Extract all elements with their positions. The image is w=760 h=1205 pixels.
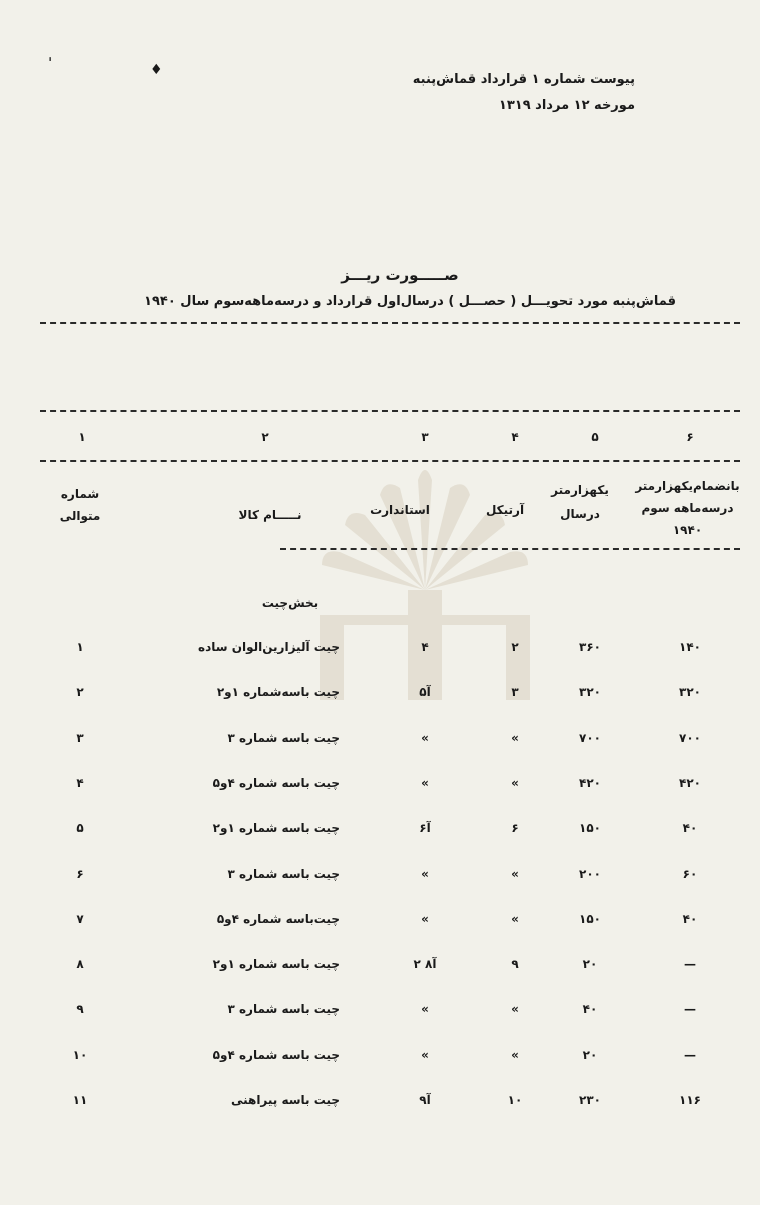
cell-name: چیت باسه شماره ۳ xyxy=(227,1002,340,1017)
cell-seq: ۱ xyxy=(76,640,84,654)
cell-name: چیت باسه شماره ۴و۵ xyxy=(212,1047,340,1062)
cell-article: » xyxy=(511,866,519,881)
cell-year: ۷۰۰ xyxy=(579,730,601,745)
cell-quarter: — xyxy=(684,1002,696,1017)
cell-year: ۲۰ xyxy=(582,957,598,972)
cell-standard: آ۸ ۲ xyxy=(413,957,437,972)
divider xyxy=(40,322,740,324)
col-number: ۵ xyxy=(591,430,599,444)
divider xyxy=(40,410,740,412)
section-label: بخش‌چیت xyxy=(261,596,319,610)
document-title: صـــــورت ریـــز xyxy=(341,266,459,284)
cell-year: ۱۵۰ xyxy=(579,911,601,926)
header-year: یکهزارمتر درسال xyxy=(551,483,609,521)
col-number: ۶ xyxy=(686,430,694,444)
document-subtitle: قماش‌پنبه مورد تحویـــل ( حصـــل ) درسال‌اول قرارداد و درسه‌ماهه‌سوم سال ۱۹۴۰ xyxy=(144,294,676,309)
cell-year: ۱۵۰ xyxy=(579,821,601,836)
cell-standard: ۴ xyxy=(421,640,429,654)
col-number: ۲ xyxy=(261,430,269,444)
cell-seq: ۷ xyxy=(76,911,84,926)
cell-name: چیت باسه شماره ۳ xyxy=(227,866,340,881)
cell-name: چیت باسه شماره ۱و۲ xyxy=(212,821,340,836)
stray-mark: ˌ xyxy=(48,48,53,64)
cell-quarter: ۷۰۰ xyxy=(679,730,701,745)
cell-article: ۶ xyxy=(511,821,519,836)
cell-standard: آ۵ xyxy=(419,685,431,700)
divider xyxy=(40,460,740,462)
col-number: ۱ xyxy=(78,430,86,444)
col-number: ۳ xyxy=(421,430,429,444)
cell-article: » xyxy=(511,730,519,745)
cell-seq: ۵ xyxy=(76,821,84,836)
cell-seq: ۸ xyxy=(76,957,84,972)
cell-seq: ۹ xyxy=(76,1002,84,1017)
stray-dot-mark: ♦ xyxy=(150,62,163,78)
cell-article: ۹ xyxy=(511,957,519,972)
cell-standard: آ۶ xyxy=(419,821,431,836)
header-name: نـــــام کالا xyxy=(238,508,302,522)
cell-seq: ۲ xyxy=(76,685,84,700)
cell-quarter: ۴۰ xyxy=(682,911,698,926)
cell-year: ۳۶۰ xyxy=(579,640,601,654)
annex-line: پیوست شماره ۱ قرارداد قماش‌پنبه xyxy=(412,72,635,87)
cell-quarter: ۱۴۰ xyxy=(679,640,701,654)
cell-quarter: — xyxy=(684,957,696,972)
cell-article: » xyxy=(511,775,519,790)
cell-standard: آ۹ xyxy=(419,1093,431,1107)
cell-article: » xyxy=(511,911,519,926)
cell-standard: » xyxy=(421,1047,429,1062)
cell-year: ۲۰۰ xyxy=(579,866,601,881)
cell-name: چیت آلیزارین‌الوان ساده xyxy=(198,640,340,654)
cell-standard: » xyxy=(421,866,429,881)
date-line: مورخه ۱۲ مرداد ۱۳۱۹ xyxy=(498,98,635,113)
cell-quarter: ۴۲۰ xyxy=(679,775,701,790)
cell-standard: » xyxy=(421,775,429,790)
cell-article: ۱۰ xyxy=(507,1093,523,1107)
cell-quarter: ۶۰ xyxy=(682,866,698,881)
cell-year: ۲۰ xyxy=(582,1047,598,1062)
cell-standard: » xyxy=(421,911,429,926)
cell-year: ۴۲۰ xyxy=(579,775,601,790)
cell-quarter: ۴۰ xyxy=(682,821,698,836)
cell-quarter: ۳۲۰ xyxy=(679,685,701,700)
cell-quarter: ۱۱۶ xyxy=(679,1093,701,1107)
cell-article: ۳ xyxy=(511,685,519,700)
header-article: آرتیکل xyxy=(485,503,525,517)
cell-seq: ۶ xyxy=(76,866,84,881)
cell-seq: ۴ xyxy=(76,775,84,790)
header-standard: استاندارت xyxy=(370,503,430,517)
cell-standard: » xyxy=(421,730,429,745)
cell-name: چیت باسه پیراهنی xyxy=(230,1093,340,1107)
cell-seq: ۳ xyxy=(76,730,84,745)
cell-name: چیت باسه‌شماره ۱و۲ xyxy=(216,685,340,700)
divider xyxy=(280,548,740,550)
cell-article: » xyxy=(511,1002,519,1017)
cell-name: چیت‌باسه شماره ۴و۵ xyxy=(216,911,340,926)
cell-standard: » xyxy=(421,1002,429,1017)
cell-name: چیت باسه شماره ۳ xyxy=(227,730,340,745)
cell-year: ۳۲۰ xyxy=(579,685,601,700)
cell-article: ۲ xyxy=(511,640,519,654)
cell-year: ۲۳۰ xyxy=(579,1093,601,1107)
cell-year: ۴۰ xyxy=(582,1002,598,1017)
cell-name: چیت باسه شماره ۱و۲ xyxy=(212,957,340,972)
cell-article: » xyxy=(511,1047,519,1062)
cell-name: چیت باسه شماره ۴و۵ xyxy=(212,775,340,790)
cell-quarter: — xyxy=(684,1047,696,1062)
col-number: ۴ xyxy=(511,430,519,444)
header-quarter: بانضمام‌یکهزارمتر درسه‌ماهه سوم ۱۹۴۰ xyxy=(635,479,740,537)
cell-seq: ۱۰ xyxy=(72,1047,88,1062)
watermark-emblem-icon xyxy=(300,440,550,710)
header-seq: شماره متوالی xyxy=(59,487,101,523)
cell-seq: ۱۱ xyxy=(72,1093,88,1107)
